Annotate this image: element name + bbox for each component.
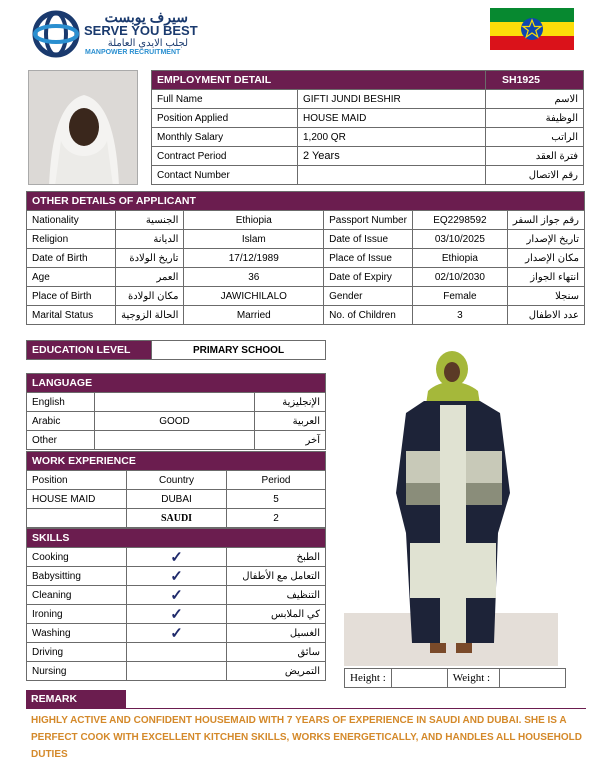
work-position: HOUSE MAID — [27, 490, 127, 509]
ar-contact: رقم الاتصال — [486, 166, 584, 185]
value-children: 3 — [412, 306, 507, 325]
measurements-table — [344, 668, 566, 688]
language-english-level — [95, 393, 255, 412]
logo-arabic-sub: لجلب الايدي العاملة — [107, 38, 188, 49]
check-icon: ✓ — [127, 605, 227, 624]
ar-passport: رقم جواز السفر — [507, 211, 584, 230]
work-header-row — [27, 471, 326, 490]
value-pob: JAWICHILALO — [184, 287, 324, 306]
skill-driving: Driving — [27, 643, 127, 662]
value-place-issue: Ethiopia — [412, 249, 507, 268]
work-row — [27, 509, 326, 528]
ar-children: عدد الاطفال — [507, 306, 584, 325]
applicant-photo — [28, 70, 138, 185]
label-position: Position Applied — [152, 109, 298, 128]
language-other-level — [95, 431, 255, 450]
remark-title: REMARK — [26, 690, 126, 709]
education-value: PRIMARY SCHOOL — [152, 341, 326, 360]
label-place-issue: Place of Issue — [324, 249, 413, 268]
skill-cooking: Cooking — [27, 548, 127, 567]
skill-ironing: Ironing — [27, 605, 127, 624]
ar-position: الوظيفة — [486, 109, 584, 128]
label-nationality: Nationality — [27, 211, 116, 230]
check-icon: ✓ — [127, 624, 227, 643]
detail-row — [27, 211, 585, 230]
check-icon: ✓ — [127, 548, 227, 567]
skill-ironing-ar: كي الملابس — [227, 605, 326, 624]
ar-place-issue: مكان الإصدار — [507, 249, 584, 268]
check-icon — [127, 643, 227, 662]
value-full-name: GIFTI JUNDI BESHIR — [298, 90, 486, 109]
skill-row — [27, 567, 326, 586]
company-logo — [30, 10, 200, 60]
label-contact: Contact Number — [152, 166, 298, 185]
label-marital: Marital Status — [27, 306, 116, 325]
value-age: 36 — [184, 268, 324, 287]
value-expiry: 02/10/2030 — [412, 268, 507, 287]
skill-babysitting: Babysitting — [27, 567, 127, 586]
language-title: LANGUAGE — [27, 374, 326, 393]
value-religion: Islam — [184, 230, 324, 249]
label-religion: Religion — [27, 230, 116, 249]
skill-cooking-ar: الطبخ — [227, 548, 326, 567]
work-position — [27, 509, 127, 528]
work-row — [27, 490, 326, 509]
ar-dob: تاريخ الولادة — [116, 249, 184, 268]
logo-sub: MANPOWER RECRUITMENT — [85, 49, 181, 56]
language-row — [27, 431, 326, 450]
logo-name: SERVE YOU BEST — [84, 23, 198, 38]
height-value — [391, 669, 447, 688]
work-title: WORK EXPERIENCE — [27, 452, 326, 471]
language-arabic: Arabic — [27, 412, 95, 431]
ar-contract: فترة العقد — [486, 147, 584, 166]
full-body-photo — [344, 343, 558, 666]
label-salary: Monthly Salary — [152, 128, 298, 147]
work-country: DUBAI — [127, 490, 227, 509]
ar-marital: الحالة الزوجية — [116, 306, 184, 325]
work-period: 5 — [227, 490, 326, 509]
skill-washing: Washing — [27, 624, 127, 643]
detail-row — [27, 287, 585, 306]
education-table — [26, 340, 326, 360]
detail-row — [27, 268, 585, 287]
ar-salary: الراتب — [486, 128, 584, 147]
skill-row — [27, 624, 326, 643]
skill-nursing: Nursing — [27, 662, 127, 681]
value-salary: 1,200 QR — [298, 128, 486, 147]
ethiopia-flag — [490, 8, 574, 50]
skill-row — [27, 548, 326, 567]
ar-nationality: الجنسية — [116, 211, 184, 230]
height-label: Height : — [345, 669, 392, 688]
detail-row — [27, 230, 585, 249]
remark-line — [26, 708, 586, 709]
education-label: EDUCATION LEVEL — [27, 341, 152, 360]
remark-text: HIGHLY ACTIVE AND CONFIDENT HOUSEMAID WITH 7 YEARS OF EXPERIENCE IN SAUDI AND DUBAI. SHE IS A PERFECT COOK WITH EXCELLENT KITCHEN SKILLS, WORKS ENERGETICALLY, AND HANDLES ALL HOUSEHOLD DUTIES — [31, 715, 582, 760]
language-table — [26, 373, 326, 450]
skill-nursing-ar: التمريض — [227, 662, 326, 681]
check-icon: ✓ — [127, 586, 227, 605]
skill-driving-ar: سائق — [227, 643, 326, 662]
language-other: Other — [27, 431, 95, 450]
value-date-issue: 03/10/2025 — [412, 230, 507, 249]
ar-date-issue: تاريخ الإصدار — [507, 230, 584, 249]
label-children: No. of Children — [324, 306, 413, 325]
ar-gender: سنجلا — [507, 287, 584, 306]
skill-cleaning: Cleaning — [27, 586, 127, 605]
skill-row — [27, 643, 326, 662]
weight-value — [499, 669, 565, 688]
value-nationality: Ethiopia — [184, 211, 324, 230]
language-english-ar: الإنجليزية — [255, 393, 326, 412]
logo-globe-icon — [30, 10, 82, 58]
language-row — [27, 412, 326, 431]
language-arabic-ar: العربية — [255, 412, 326, 431]
ar-age: العمر — [116, 268, 184, 287]
value-gender: Female — [412, 287, 507, 306]
weight-label: Weight : — [447, 669, 499, 688]
language-arabic-level: GOOD — [95, 412, 255, 431]
other-details-table — [26, 191, 585, 325]
ar-pob: مكان الولادة — [116, 287, 184, 306]
employment-table — [151, 70, 584, 185]
value-dob: 17/12/1989 — [184, 249, 324, 268]
ar-full-name: الاسم — [486, 90, 584, 109]
check-icon — [127, 662, 227, 681]
work-table — [26, 451, 326, 528]
label-dob: Date of Birth — [27, 249, 116, 268]
label-age: Age — [27, 268, 116, 287]
work-period: 2 — [227, 509, 326, 528]
language-row — [27, 393, 326, 412]
work-header-position: Position — [27, 471, 127, 490]
ar-expiry: انتهاء الجواز — [507, 268, 584, 287]
skills-title: SKILLS — [27, 529, 326, 548]
ar-religion: الديانة — [116, 230, 184, 249]
label-date-issue: Date of Issue — [324, 230, 413, 249]
label-expiry: Date of Expiry — [324, 268, 413, 287]
work-header-period: Period — [227, 471, 326, 490]
check-icon: ✓ — [127, 567, 227, 586]
skill-babysitting-ar: التعامل مع الأطفال — [227, 567, 326, 586]
other-details-title: OTHER DETAILS OF APPLICANT — [27, 192, 585, 211]
label-contract: Contract Period — [152, 147, 298, 166]
label-full-name: Full Name — [152, 90, 298, 109]
label-gender: Gender — [324, 287, 413, 306]
employment-title: EMPLOYMENT DETAIL — [152, 71, 486, 90]
applicant-code: SH1925 — [486, 71, 584, 90]
value-contact — [298, 166, 486, 185]
value-contract: 2 Years — [298, 147, 486, 166]
skill-row — [27, 662, 326, 681]
skills-table — [26, 528, 326, 681]
detail-row — [27, 306, 585, 325]
language-english: English — [27, 393, 95, 412]
work-header-country: Country — [127, 471, 227, 490]
skill-row — [27, 605, 326, 624]
skill-cleaning-ar: التنظيف — [227, 586, 326, 605]
label-passport: Passport Number — [324, 211, 413, 230]
work-country: SAUDI — [127, 509, 227, 528]
value-position: HOUSE MAID — [298, 109, 486, 128]
skill-washing-ar: الغسيل — [227, 624, 326, 643]
label-pob: Place of Birth — [27, 287, 116, 306]
detail-row — [27, 249, 585, 268]
logo-arabic: سيرف يوبست — [104, 9, 188, 25]
skill-row — [27, 586, 326, 605]
language-other-ar: آخر — [255, 431, 326, 450]
value-passport: EQ2298592 — [412, 211, 507, 230]
value-marital: Married — [184, 306, 324, 325]
